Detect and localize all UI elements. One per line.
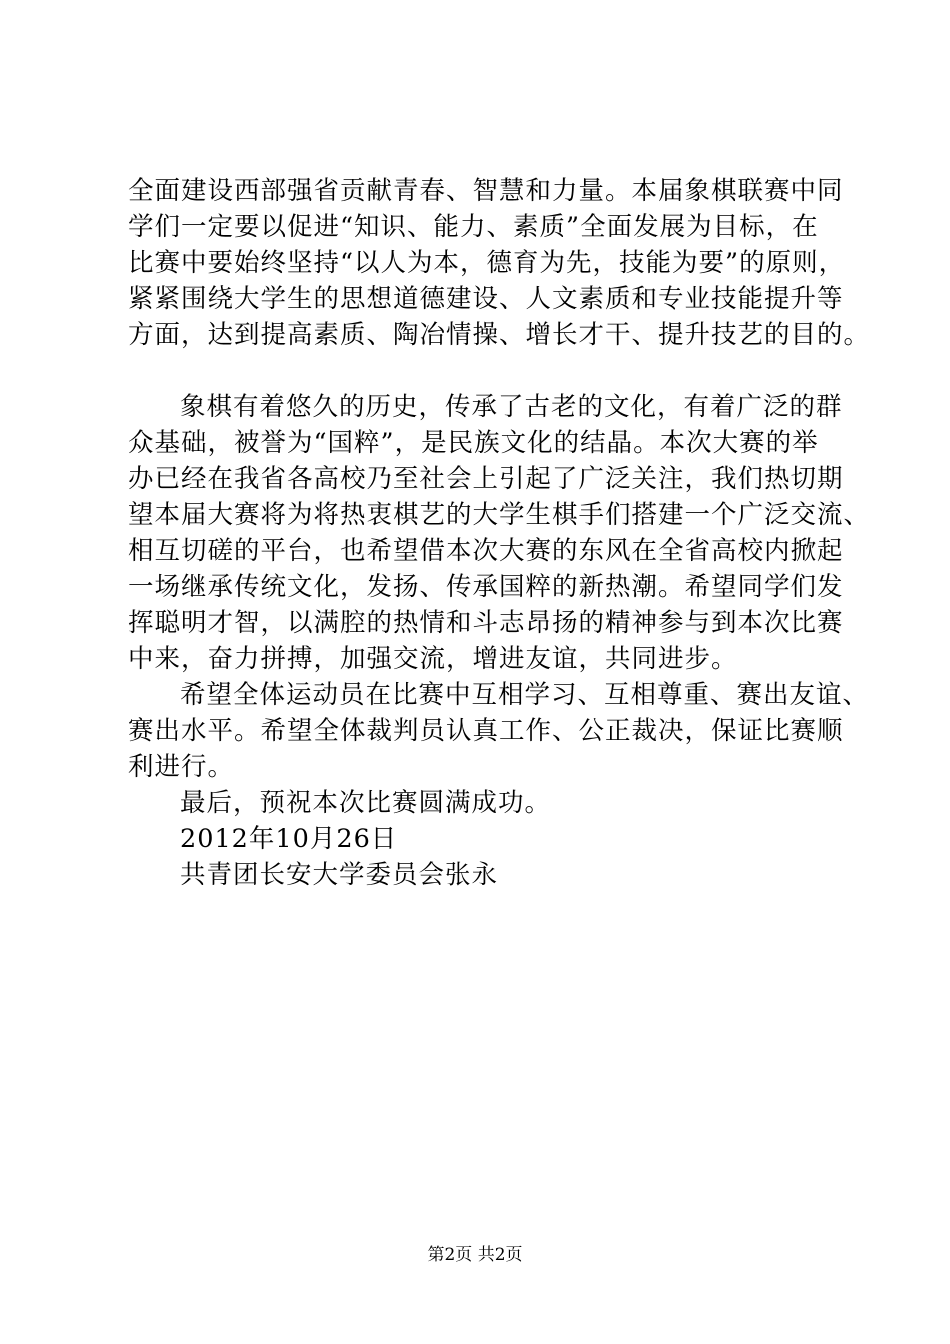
text-line: 办已经在我省各高校乃至社会上引起了广泛关注，我们热切期 <box>128 464 844 494</box>
paragraph-chess-history <box>128 389 871 677</box>
text-line: 学们一定要以促进“知识、能力、素质”全面发展为目标，在 <box>128 212 819 242</box>
text-line: 希望全体运动员在比赛中互相学习、互相尊重、赛出友谊、 <box>180 680 870 710</box>
page-number-footer: 第2页 共2页 <box>427 1245 523 1265</box>
text-line: 挥聪明才智，以满腔的热情和斗志昂扬的精神参与到本次比赛 <box>128 608 844 638</box>
paragraph-contribution <box>128 173 871 353</box>
text-line: 方面，达到提高素质、陶冶情操、增长才干、提升技艺的目的。 <box>128 320 871 350</box>
text-line: 比赛中要始终坚持“以人为本，德育为先，技能为要”的原则， <box>128 248 846 278</box>
paragraph-athletes-referees <box>128 677 870 785</box>
text-line: 中来，奋力拼搏，加强交流，增进友谊，共同进步。 <box>128 644 738 674</box>
document-body <box>128 173 871 893</box>
text-line: 全面建设西部强省贡献青春、智慧和力量。本届象棋联赛中同 <box>128 176 844 206</box>
text-line: 象棋有着悠久的历史，传承了古老的文化，有着广泛的群 <box>180 392 843 422</box>
text-line: 相互切磋的平台，也希望借本次大赛的东风在全省高校内掀起 <box>128 536 844 566</box>
text-line: 一场继承传统文化，发扬、传承国粹的新热潮。希望同学们发 <box>128 572 844 602</box>
paragraph-spacer <box>128 353 848 389</box>
text-line: 赛出水平。希望全体裁判员认真工作、公正裁决，保证比赛顺 <box>128 716 844 746</box>
closing-date: 2012年10月26日 <box>180 824 398 854</box>
text-line: 紧紧围绕大学生的思想道德建设、人文素质和专业技能提升等 <box>128 284 844 314</box>
text-line: 众基础，被誉为“国粹”，是民族文化的结晶。本次大赛的举 <box>128 428 819 458</box>
closing-signature: 共青团长安大学委员会张永 <box>180 860 499 890</box>
text-line: 望本届大赛将为将热衷棋艺的大学生棋手们搭建一个广泛交流、 <box>128 500 871 530</box>
closing-block <box>128 785 848 893</box>
closing-wish: 最后，预祝本次比赛圆满成功。 <box>180 788 552 818</box>
text-line: 利进行。 <box>128 752 235 782</box>
